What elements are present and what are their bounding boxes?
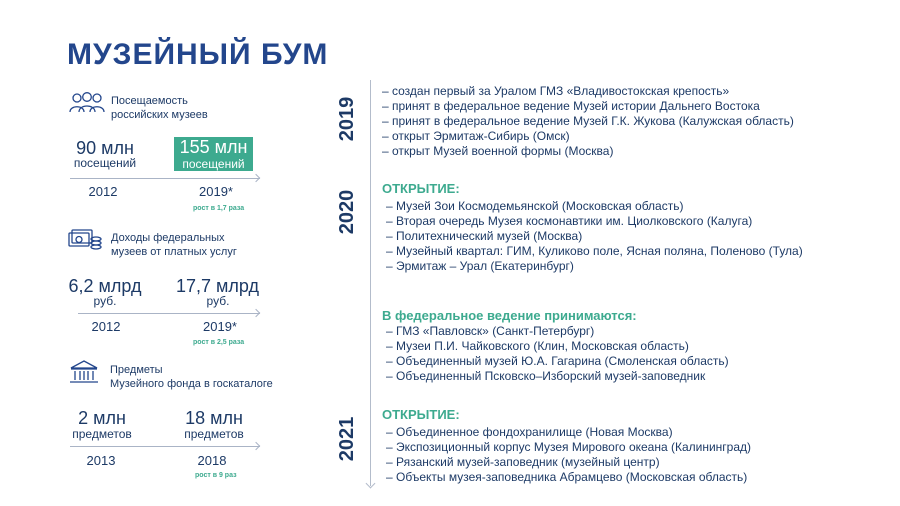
items-axis-arrow [252,442,260,450]
page-title: МУЗЕЙНЫЙ БУМ [67,38,329,71]
list-item: – Объединенное фондохранилище (Новая Москва) [386,425,673,439]
income-axis-arrow [252,309,260,317]
income-left-unit: руб. [93,294,117,308]
list-item: – Объекты музея-заповедника Абрамцево (Московская область) [386,470,748,484]
money-icon [68,229,102,251]
opening-heading-2021: ОТКРЫТИЕ: [382,407,460,422]
list-item: – открыт Эрмитаж-Сибирь (Омск) [382,129,570,143]
federal-heading-2020: В федеральное ведение принимаются: [382,308,637,323]
visits-label: Посещаемость российских музеев [111,95,208,121]
items-growth: рост в 9 раз [195,472,237,479]
visits-highlight [174,137,253,171]
income-growth: рост в 2,5 раза [193,339,245,346]
year-2021-list [386,425,751,485]
year-2020-label: 2020 [336,189,358,235]
opening-heading-2020: ОТКРЫТИЕ: [382,181,460,196]
items-left-unit: предметов [72,427,132,441]
visits-left-value: 90 млн [76,138,134,158]
income-left-value: 6,2 млрд [68,276,142,296]
items-left-value: 2 млн [78,408,126,428]
list-item: – создан первый за Уралом ГМЗ «Владивостокская крепость» [382,84,730,98]
list-item: – Эрмитаж – Урал (Екатеринбург) [386,259,574,273]
list-item: – открыт Музей военной формы (Москва) [382,144,614,158]
list-item: – Музей Зои Космодемьянской (Московская область) [386,199,684,213]
items-left-year: 2013 [86,453,116,468]
year-2021-label: 2021 [336,416,358,462]
income-right-unit: руб. [206,294,230,308]
list-item: – Объединенный Псковско–Изборский музей-заповедник [386,369,706,383]
year-2019-list [382,84,794,159]
visits-axis-arrow [252,174,260,182]
income-right-value: 17,7 млрд [175,276,259,296]
museum-icon [69,360,99,385]
visits-left-unit: посещений [73,156,137,170]
list-item: – принят в федеральное ведение Музей Г.К. Жукова (Калужская область) [382,114,794,128]
visits-right-year: 2019* [199,184,233,199]
visits-growth: рост в 1,7 раза [193,205,245,212]
income-label: Доходы федеральных музеев от платных услуг [111,232,237,258]
list-item: – Политехнический музей (Москва) [386,229,583,243]
visits-right-value: 155 млн [179,137,248,157]
list-item: – ГМЗ «Павловск» (Санкт-Петербург) [386,324,595,338]
income-right-year: 2019* [203,319,237,334]
items-right-unit: предметов [184,427,244,441]
year-2020-list [386,199,803,274]
income-axis [78,313,260,314]
visits-axis [70,178,260,179]
federal-list-2020 [386,324,729,384]
list-item: – Экспозиционный корпус Музея Мирового океана (Калининград) [386,440,752,454]
visits-right-unit: посещений [182,157,245,171]
list-item: – Вторая очередь Музея космонавтики им. Циолковского (Калуга) [386,214,753,228]
list-item: – Объединенный музей Ю.А. Гагарина (Смоленская область) [386,354,729,368]
items-label: Предметы Музейного фонда в госкаталоге [110,364,273,390]
income-left-year: 2012 [91,319,121,334]
items-right-value: 18 млн [185,408,243,428]
timeline-line [370,80,371,486]
people-icon [69,92,105,114]
timeline-arrow [366,479,376,489]
list-item: – Музейный квартал: ГИМ, Куликово поле, Ясная поляна, Поленово (Тула) [386,244,803,258]
items-right-year: 2018 [197,453,227,468]
year-2019-label: 2019 [336,96,358,142]
list-item: – принят в федеральное ведение Музей истории Дальнего Востока [382,99,760,113]
visits-left-year: 2012 [88,184,118,199]
list-item: – Рязанский музей-заповедник (музейный центр) [386,455,660,469]
items-axis [70,446,260,447]
list-item: – Музеи П.И. Чайковского (Клин, Московская область) [386,339,689,353]
